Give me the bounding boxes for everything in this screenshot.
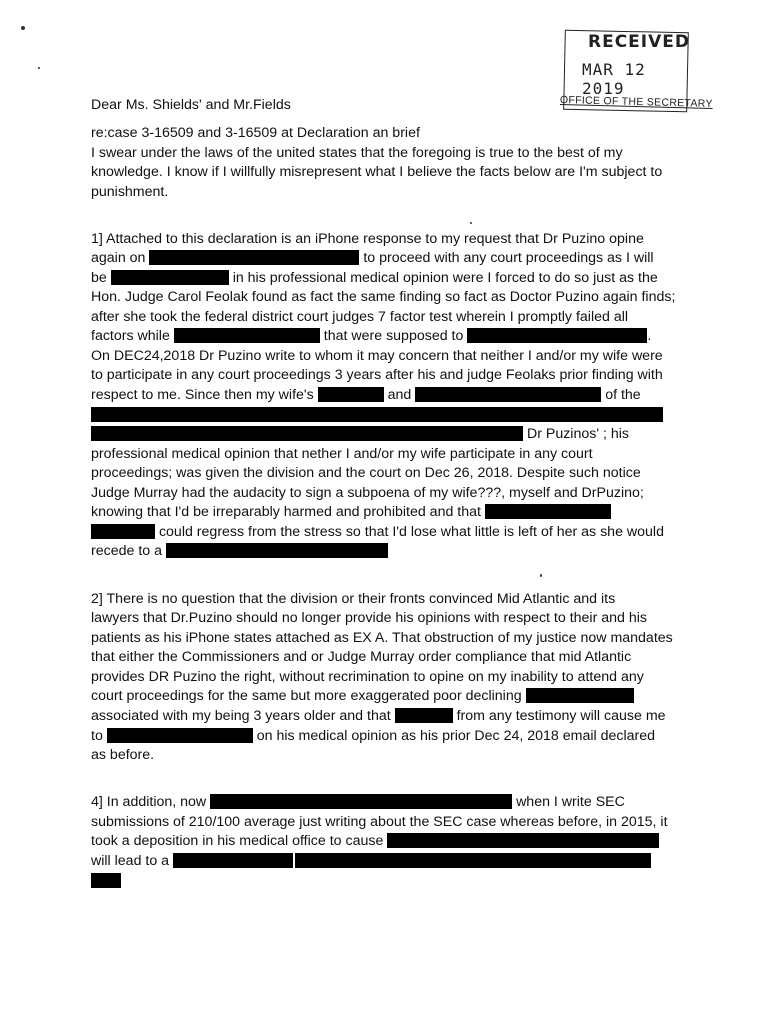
p1-text: Dr Puzinos' ; his [526,426,630,442]
redaction-block [91,873,121,888]
p1-line: after she took the federal district court judges 7 factor test wherein I promptly failed all [91,309,629,325]
p4-line [91,832,659,851]
oath-line: I swear under the laws of the united states that the foregoing is true to the best of my [91,145,623,161]
redaction-block [111,270,229,285]
p2-text: court proceedings for the same but more exaggerated poor declining [91,688,522,704]
p1-line [91,503,611,522]
p1-line: to participate in any court proceedings 3 years after his and judge Feolaks prior finding with [91,367,663,383]
redaction-block [318,387,384,402]
p2-line: provides DR Puzino the right, without recrimination to opine on my inability to attend any [91,669,644,685]
p4-line [91,793,625,812]
oath-line: knowledge. I know if I willfully misrepresent what I believe the facts below are I'm subject to [91,164,663,180]
p1-line [91,249,654,268]
p2-text: on his medical opinion as his prior Dec 24, 2018 email declared [256,728,656,744]
p1-line: 1] Attached to this declaration is an iPhone response to my request that Dr Puzino opine [91,231,644,247]
redaction-block [166,543,388,558]
p1-text: and [387,387,412,403]
oath-line: punishment. [91,184,169,200]
p1-line [91,406,663,425]
p1-text: that were supposed to [323,328,464,344]
p4-line [91,872,121,891]
p1-text: . [647,328,652,344]
p2-line: 2] There is no question that the division or their fronts convinced Mid Atlantic and its [91,591,616,607]
stamp-date: MAR 12 2019 [582,60,646,98]
p1-line [91,327,651,346]
p1-text: again on [91,250,146,266]
re-line: re:case 3-16509 and 3-16509 at Declaration an brief [91,125,420,141]
p2-line [91,687,634,706]
redaction-block [173,853,293,868]
stamp-office: OFFICE OF THE SECRETARY [559,94,713,110]
redaction-block [295,853,651,868]
p1-text: factors while [91,328,170,344]
p1-line: Hon. Judge Carol Feolak found as fact the same finding so fact as Doctor Puzino again finds; [91,289,676,305]
p1-line: professional medical opinion that nether I and/or my wife participate in any court [91,446,593,462]
redaction-block [415,387,601,402]
p2-line: lawyers that Dr.Puzino should no longer provide his opinions with respect to their and his [91,610,647,626]
p1-text: could regress from the stress so that I'd lose what little is left of her as she would [158,524,664,540]
redaction-block [91,524,155,539]
scan-speck [38,67,40,69]
redaction-block [91,407,663,422]
redaction-block [467,328,647,343]
p1-text: in his professional medical opinion were I forced to do so just as the [232,270,658,286]
p4-text: 4] In addition, now [91,794,207,810]
p1-text: of the [605,387,641,403]
redaction-block [210,794,512,809]
p2-line [91,727,655,746]
redaction-block [107,728,253,743]
p1-line [91,523,664,542]
redaction-block [91,426,523,441]
p1-line: proceedings; was given the division and the court on Dec 26, 2018. Despite such notice [91,465,641,481]
p1-line: On DEC24,2018 Dr Puzino write to whom it may concern that neither I and/or my wife were [91,348,663,364]
scan-speck [540,574,542,577]
p2-text: to [91,728,103,744]
p4-text: will lead to a [91,853,170,869]
scan-speck [21,26,25,30]
redaction-block [485,504,611,519]
p1-line [91,269,658,288]
p4-text: took a deposition in his medical office to cause [91,833,384,849]
redaction-block [149,250,359,265]
p1-text: knowing that I'd be irreparably harmed and prohibited and that [91,504,481,520]
p1-line [91,542,388,561]
p1-text: respect to me. Since then my wife's [91,387,314,403]
received-stamp [559,27,713,115]
stamp-received-text: RECEIVED [588,32,690,52]
p1-line: Judge Murray had the audacity to sign a subpoena of my wife???, myself and DrPuzino; [91,485,644,501]
p1-text: recede to a [91,543,162,559]
redaction-block [174,328,320,343]
p2-text: associated with my being 3 years older and that [91,708,391,724]
p4-line: submissions of 210/100 average just writing about the SEC case whereas before, in 2015, it [91,814,668,830]
p2-line: as before. [91,747,155,763]
p2-line [91,707,666,726]
p1-line [91,386,641,405]
p2-text: from any testimony will cause me [456,708,666,724]
scan-speck [470,222,472,224]
p4-line [91,852,651,871]
p1-line [91,425,629,444]
p4-text: when I write SEC [516,794,625,810]
p2-line: patients as his iPhone states attached as EX A. That obstruction of my justice now mandates [91,630,673,646]
redaction-block [395,708,453,723]
redaction-block [387,833,659,848]
p2-line: that either the Commissioners and or Judge Murray order compliance that mid Atlantic [91,649,632,665]
salutation: Dear Ms. Shields' and Mr.Fields [91,97,291,113]
redaction-block [526,688,634,703]
p1-text: be [91,270,107,286]
p1-text: to proceed with any court proceedings as I will [363,250,654,266]
